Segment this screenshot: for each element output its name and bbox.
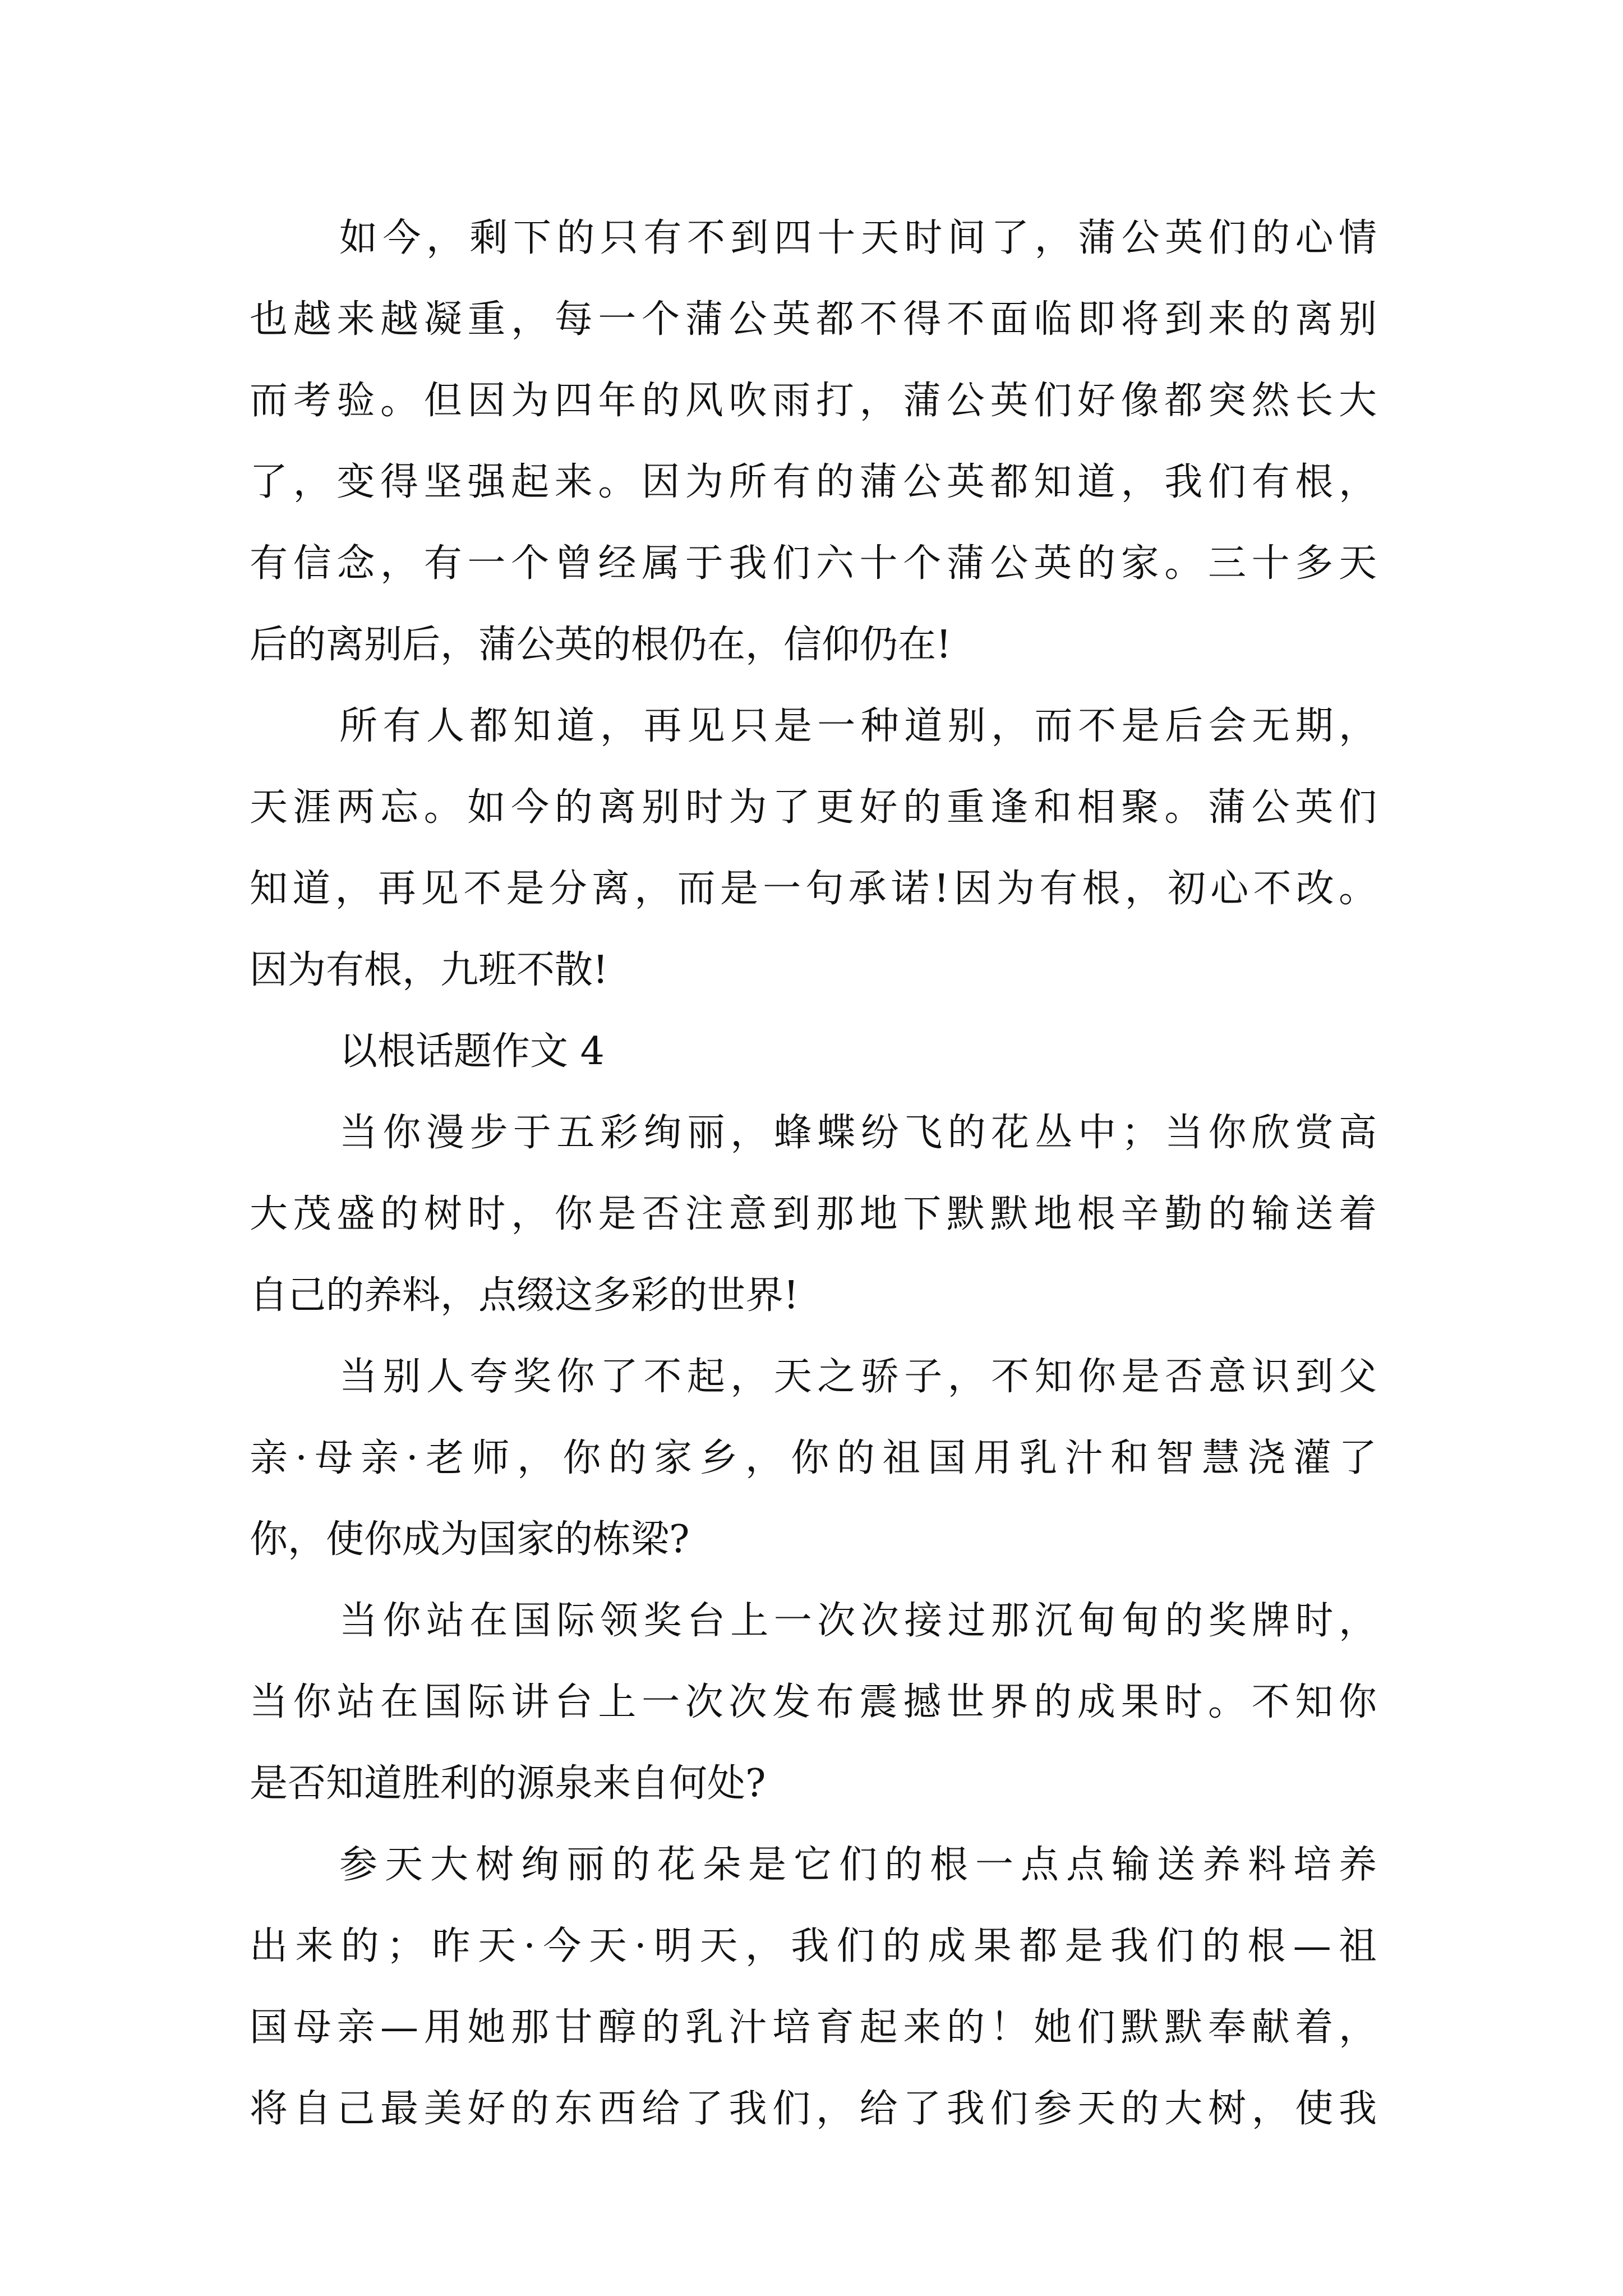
text-line: 因为有根，九班不散! bbox=[250, 948, 608, 992]
text-line: 自己的养料，点缀这多彩的世界! bbox=[250, 1273, 799, 1318]
text-line: 当别人夸奖你了不起，天之骄子，不知你是否意识到父 bbox=[339, 1355, 1377, 1399]
text-line: 大茂盛的树时，你是否注意到那地下默默地根辛勤的输送着 bbox=[250, 1192, 1377, 1236]
text-line: 如今，剩下的只有不到四十天时间了，蒲公英们的心情 bbox=[339, 216, 1377, 260]
text-line: 是否知道胜利的源泉来自何处? bbox=[250, 1761, 766, 1806]
text-line: 天涯两忘。如今的离别时为了更好的重逢和相聚。蒲公英们 bbox=[250, 785, 1377, 830]
text-line: 你，使你成为国家的栋梁? bbox=[250, 1517, 690, 1562]
text-line: 参天大树绚丽的花朵是它们的根一点点输送养料培养 bbox=[339, 1843, 1377, 1887]
document-body bbox=[250, 197, 1377, 2150]
text-line: 亲·母亲·老师，你的家乡，你的祖国用乳汁和智慧浇灌了 bbox=[250, 1436, 1377, 1480]
text-line: 也越来越凝重，每一个蒲公英都不得不面临即将到来的离别 bbox=[250, 297, 1377, 342]
text-line: 后的离别后，蒲公英的根仍在，信仰仍在! bbox=[250, 623, 952, 667]
text-line: 而考验。但因为四年的风吹雨打，蒲公英们好像都突然长大 bbox=[250, 379, 1377, 423]
text-line: 当你站在国际讲台上一次次发布震撼世界的成果时。不知你 bbox=[250, 1680, 1377, 1724]
text-line: 所有人都知道，再见只是一种道别，而不是后会无期， bbox=[339, 704, 1377, 748]
text-line: 知道，再见不是分离，而是一句承诺!因为有根，初心不改。 bbox=[250, 867, 1377, 911]
text-line: 当你站在国际领奖台上一次次接过那沉甸甸的奖牌时， bbox=[339, 1599, 1377, 1643]
text-line: 有信念，有一个曾经属于我们六十个蒲公英的家。三十多天 bbox=[250, 541, 1377, 586]
text-line: 国母亲—用她那甘醇的乳汁培育起来的！她们默默奉献着， bbox=[250, 2005, 1377, 2050]
section-heading: 以根话题作文 4 bbox=[339, 1029, 605, 1074]
text-line: 出来的；昨天·今天·明天，我们的成果都是我们的根—祖 bbox=[250, 1924, 1377, 1968]
text-line: 当你漫步于五彩绚丽，蜂蝶纷飞的花丛中；当你欣赏高 bbox=[339, 1111, 1377, 1155]
text-line: 了，变得坚强起来。因为所有的蒲公英都知道，我们有根， bbox=[250, 460, 1377, 504]
text-line: 将自己最美好的东西给了我们，给了我们参天的大树，使我 bbox=[250, 2087, 1377, 2131]
